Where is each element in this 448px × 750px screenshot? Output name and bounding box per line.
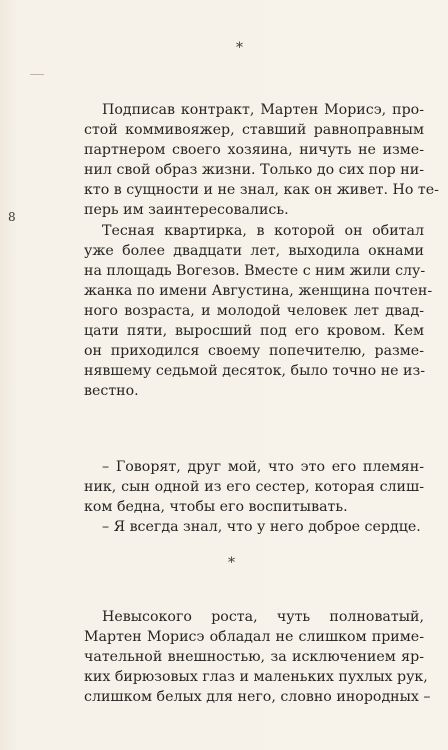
text-line: цати пяти, выросший под его кровом. Кем xyxy=(84,323,424,340)
text-line: Мартен Морисэ обладал не слишком приме- xyxy=(84,629,424,646)
text-line: Подписав контракт, Мартен Морисэ, про- xyxy=(102,102,424,118)
text-line: партнером своего хозяина, ничуть не изме- xyxy=(84,142,424,159)
text-line: ких бирюзовых глаз и маленьких пухлых рук, xyxy=(84,669,428,686)
text-line: Тесная квартирка, в которой он обитал xyxy=(102,222,424,239)
paragraph-block-2 xyxy=(84,607,431,707)
text-line: жанка по имени Августина, женщина почтен- xyxy=(84,282,433,299)
text-line: ного возраста, и молодой человек лет двад- xyxy=(84,302,424,319)
text-line: перь им заинтересовались. xyxy=(84,202,289,219)
text-line: Невысокого роста, чуть полноватый, xyxy=(102,609,424,625)
section-separator-top: * xyxy=(236,40,243,56)
text-line: нил свой образ жизни. Только до сих пор ни- xyxy=(84,162,424,179)
text-line: – Я всегда знал, что у него доброе сердце. xyxy=(102,519,421,536)
text-line: чательной внешностью, за исключением яр- xyxy=(84,649,424,666)
dialogue-block xyxy=(84,457,424,537)
text-line: вестно. xyxy=(84,383,139,400)
text-line: слишком белых для него, словно инородных – xyxy=(84,689,431,706)
text-line: ник, сын одной из его сестер, которая слиш- xyxy=(84,479,424,496)
text-line: нявшему седьмой десяток, было точно не из- xyxy=(84,363,426,380)
section-separator-middle: * xyxy=(228,555,235,571)
text-line: – Говорят, друг мой, что это его племян- xyxy=(102,459,424,475)
text-line: кто в сущности и не знал, как он живет. Но те- xyxy=(84,182,439,199)
paragraph-block-1 xyxy=(84,100,439,401)
text-line: стой коммивояжер, ставший равноправным xyxy=(84,122,424,139)
text-line: он приходился своему попечителю, разме- xyxy=(84,343,424,360)
margin-mark xyxy=(30,74,44,75)
text-line: уже более двадцати лет, выходила окнами xyxy=(84,242,424,259)
text-line: ком бедна, чтобы его воспитывать. xyxy=(84,499,348,516)
text-line: на площадь Вогезов. Вместе с ним жили слу- xyxy=(84,262,426,279)
page-number: 8 xyxy=(8,210,16,224)
